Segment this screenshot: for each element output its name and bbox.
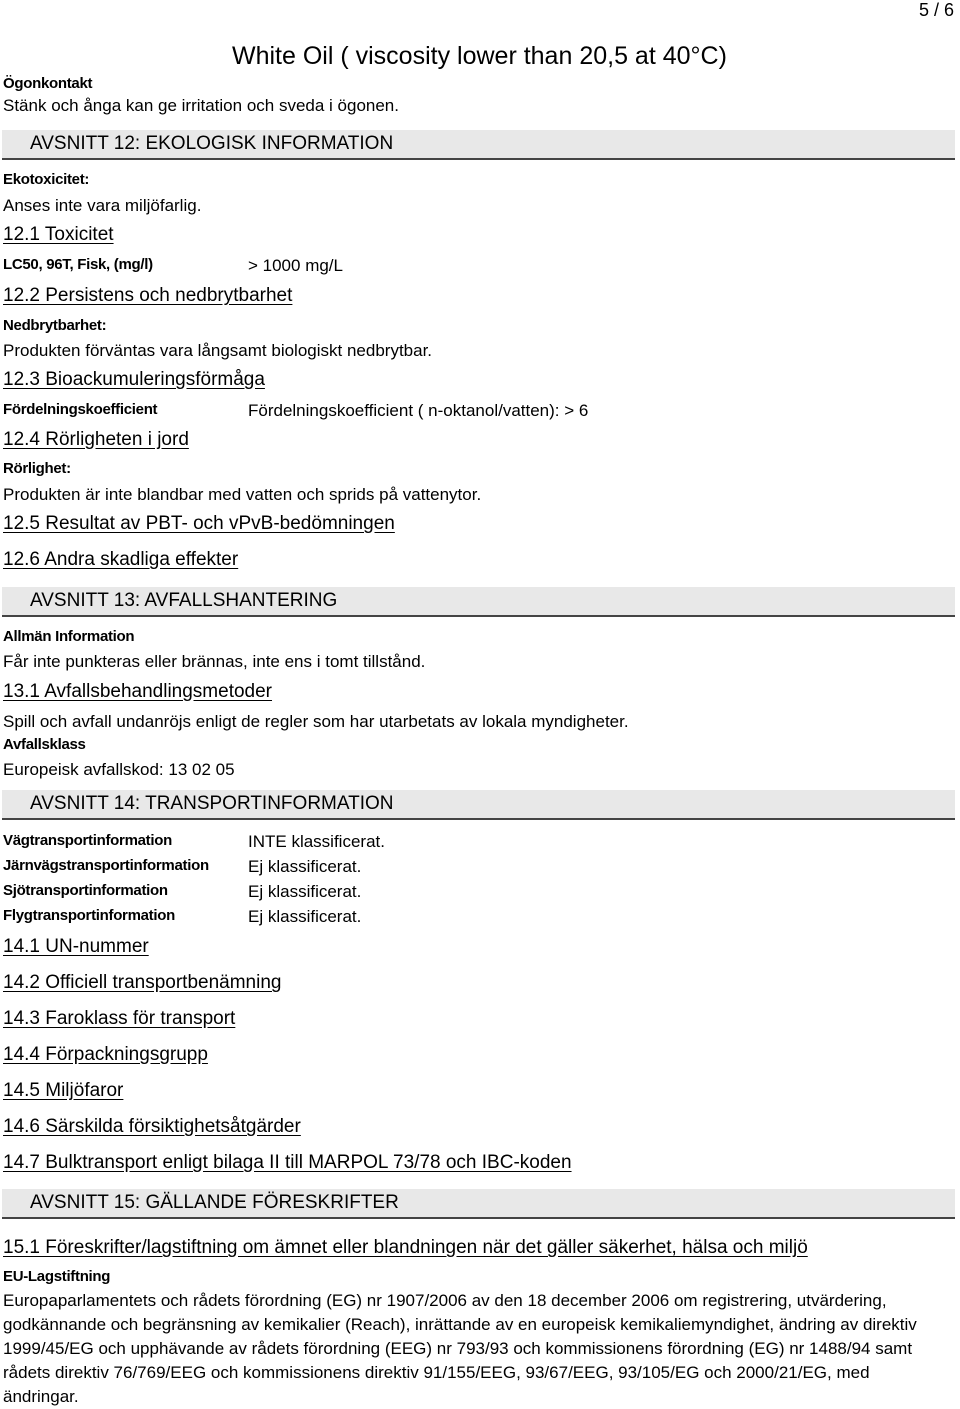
section-13-header: [2, 587, 955, 617]
lc50-label: LC50, 96T, Fisk, (mg/l): [3, 256, 153, 273]
degradability-text: Produkten förväntas vara långsamt biologiskt nedbrytbar.: [3, 341, 433, 360]
subsection-12-3: 12.3 Bioackumuleringsförmåga: [3, 369, 265, 390]
section-14-heading: AVSNITT 14: TRANSPORTINFORMATION: [30, 793, 394, 814]
subsection-12-6: 12.6 Andra skadliga effekter: [3, 549, 239, 570]
general-info-text: Får inte punkteras eller brännas, inte ens i tomt tillstånd.: [3, 652, 426, 671]
subsection-14-3: 14.3 Faroklass för transport: [3, 1008, 236, 1029]
subsection-15-1: 15.1 Föreskrifter/lagstiftning om ämnet eller blandningen när det gäller säkerhet, hälsa och miljö: [3, 1237, 808, 1258]
waste-class-text: Europeisk avfallskod: 13 02 05: [3, 760, 235, 779]
subsection-12-2: 12.2 Persistens och nedbrytbarhet: [3, 285, 293, 306]
mobility-text: Produkten är inte blandbar med vatten och sprids på vattenytor.: [3, 485, 482, 504]
disposal-method-text: Spill och avfall undanröjs enligt de regler som har utarbetats av lokala myndigheter.: [3, 712, 629, 731]
air-transport-label: Flygtransportinformation: [3, 907, 175, 924]
ecotoxicity-text: Anses inte vara miljöfarlig.: [3, 196, 202, 215]
subsection-12-1: 12.1 Toxicitet: [3, 224, 114, 245]
subsection-13-1: 13.1 Avfallsbehandlingsmetoder: [3, 681, 273, 702]
section-15-heading: AVSNITT 15: GÄLLANDE FÖRESKRIFTER: [30, 1192, 399, 1213]
eu-legislation-text: Europaparlamentets och rådets förordning (EG) nr 1907/2006 av den 18 december 2006 om registrering, utvärdering, godkännande och begränsning av kemikalier (Reach), inrättande av en europeisk kemikaliemyndighet, ändring av direktiv 1999/45/EG och upphävande av rådets förordning (EEG) nr 793/93 och kommissionens förordning (EG) nr 1488/94 samt rådets direktiv 76/769/EEG och kommissionens direktiv 91/155/EEG, 93/67/EEG, 93/105/EG och 2000/21/EG, med ändringar.: [3, 1291, 917, 1406]
subsection-14-5: 14.5 Miljöfaror: [3, 1080, 124, 1101]
section-12-header: [2, 130, 955, 160]
ecotoxicity-label: Ekotoxicitet:: [3, 171, 90, 188]
subsection-14-6: 14.6 Särskilda försiktighetsåtgärder: [3, 1116, 301, 1137]
subsection-12-4: 12.4 Rörligheten i jord: [3, 429, 189, 450]
subsection-14-2: 14.2 Officiell transportbenämning: [3, 972, 282, 993]
lc50-value: > 1000 mg/L: [248, 256, 343, 275]
subsection-14-1: 14.1 UN-nummer: [3, 936, 149, 957]
degradability-label: Nedbrytbarhet:: [3, 317, 107, 334]
sea-transport-value: Ej klassificerat.: [248, 882, 362, 901]
eye-contact-label: Ögonkontakt: [3, 75, 93, 92]
section-15-header: [2, 1189, 955, 1219]
eu-legislation-label: EU-Lagstiftning: [3, 1268, 111, 1285]
eye-contact-text: Stänk och ånga kan ge irritation och sveda i ögonen.: [3, 96, 399, 115]
document-title: White Oil ( viscosity lower than 20,5 at 40°C): [232, 42, 727, 70]
partition-coefficient-label: Fördelningskoefficient: [3, 401, 158, 418]
mobility-label: Rörlighet:: [3, 460, 71, 477]
section-14-header: [2, 790, 955, 820]
section-13-heading: AVSNITT 13: AVFALLSHANTERING: [30, 590, 338, 611]
general-info-label: Allmän Information: [3, 628, 135, 645]
section-12-heading: AVSNITT 12: EKOLOGISK INFORMATION: [30, 133, 394, 154]
partition-coefficient-value: Fördelningskoefficient ( n-oktanol/vatten): > 6: [248, 401, 589, 420]
air-transport-value: Ej klassificerat.: [248, 907, 362, 926]
road-transport-label: Vägtransportinformation: [3, 832, 172, 849]
subsection-14-4: 14.4 Förpackningsgrupp: [3, 1044, 208, 1065]
subsection-12-5: 12.5 Resultat av PBT- och vPvB-bedömningen: [3, 513, 395, 534]
waste-class-label: Avfallsklass: [3, 736, 86, 753]
page-number: 5 / 6: [918, 0, 954, 20]
rail-transport-label: Järnvägstransportinformation: [3, 857, 209, 874]
road-transport-value: INTE klassificerat.: [248, 832, 385, 851]
subsection-14-7: 14.7 Bulktransport enligt bilaga II till MARPOL 73/78 och IBC-koden: [3, 1152, 572, 1173]
sea-transport-label: Sjötransportinformation: [3, 882, 168, 899]
rail-transport-value: Ej klassificerat.: [248, 857, 362, 876]
